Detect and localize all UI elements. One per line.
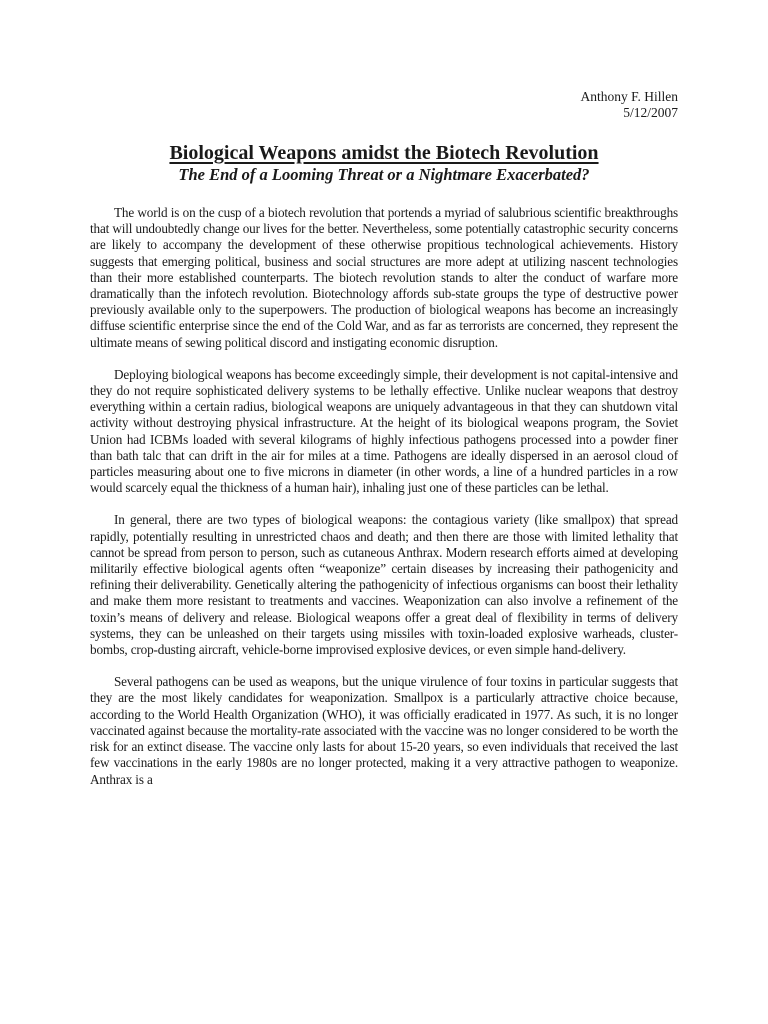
paragraph-3: In general, there are two types of biological weapons: the contagious variety (like smallpox) that spread rapidly, potentially resulting in unrestricted chaos and death; and then there are those with limited lethality that cannot be spread from person to person, such as cutaneous Anthrax. Modern research efforts aimed at developing militarily effective biological agents often “weaponize” certain diseases by increasing their pathogenicity and refining their deliverability. Genetically altering the pathogenicity of infectious organisms can boost their lethality and make them more resistant to treatments and vaccines. Weaponization can also involve a refinement of the toxin’s means of delivery and release. Biological weapons offer a great deal of flexibility in terms of delivery systems, they can be unleashed on their targets using missiles with toxin-loaded explosive warheads, cluster-bombs, crop-dusting aircraft, vehicle-borne improvised explosive devices, or even simple hand-delivery. [90, 512, 678, 658]
paragraph-2: Deploying biological weapons has become exceedingly simple, their development is not capital-intensive and they do not require sophisticated delivery systems to be lethally effective. Unlike nuclear weapons that destroy everything within a certain radius, biological weapons are uniquely advantageous in that they can shutdown vital activity without destroying physical infrastructure. At the height of its biological weapons program, the Soviet Union had ICBMs loaded with several kilograms of highly infectious pathogens processed into a powder finer than bath talc that can drift in the air for miles at a time. Pathogens are ideally dispersed in an aerosol cloud of particles measuring about one to five microns in diameter (in other words, a line of a hundred particles in a row would scarcely equal the thickness of a human hair), inhaling just one of these particles can be lethal. [90, 366, 678, 496]
document-date: 5/12/2007 [623, 105, 678, 120]
document-title: Biological Weapons amidst the Biotech Revolution [169, 142, 599, 164]
author-name: Anthony F. Hillen [580, 89, 678, 104]
document-page [90, 0, 678, 1024]
author-block [580, 89, 678, 121]
document-body [90, 205, 678, 804]
paragraph-1: The world is on the cusp of a biotech revolution that portends a myriad of salubrious scientific breakthroughs that will undoubtedly change our lives for the better. Nevertheless, some potentially catastrophic security concerns are likely to accompany the development of these otherwise propitious technological achievements. History suggests that emerging political, business and social structures are more adept at utilizing nascent technologies than their more established counterparts. The biotech revolution stands to alter the conduct of warfare more dramatically than the infotech revolution. Biotechnology affords sub-state groups the type of destructive power previously available only to the superpowers. The production of biological weapons has become an increasingly diffuse scientific enterprise since the end of the Cold War, and as far as terrorists are concerned, they represent the ultimate means of sewing political discord and instigating economic disruption. [90, 205, 678, 350]
document-subtitle: The End of a Looming Threat or a Nightmare Exacerbated? [178, 165, 590, 184]
paragraph-4: Several pathogens can be used as weapons, but the unique virulence of four toxins in particular suggests that they are the most likely candidates for weaponization. Smallpox is a particularly attractive choice because, according to the World Health Organization (WHO), it was officially eradicated in 1977. As such, it is no longer vaccinated against because the mortality-rate associated with the vaccine was no longer considered to be worth the risk for an extinct disease. The vaccine only lasts for about 15-20 years, so even individuals that received the last few vaccinations in the early 1980s are no longer protected, making it a very attractive pathogen to weaponize. Anthrax is a [90, 674, 678, 787]
